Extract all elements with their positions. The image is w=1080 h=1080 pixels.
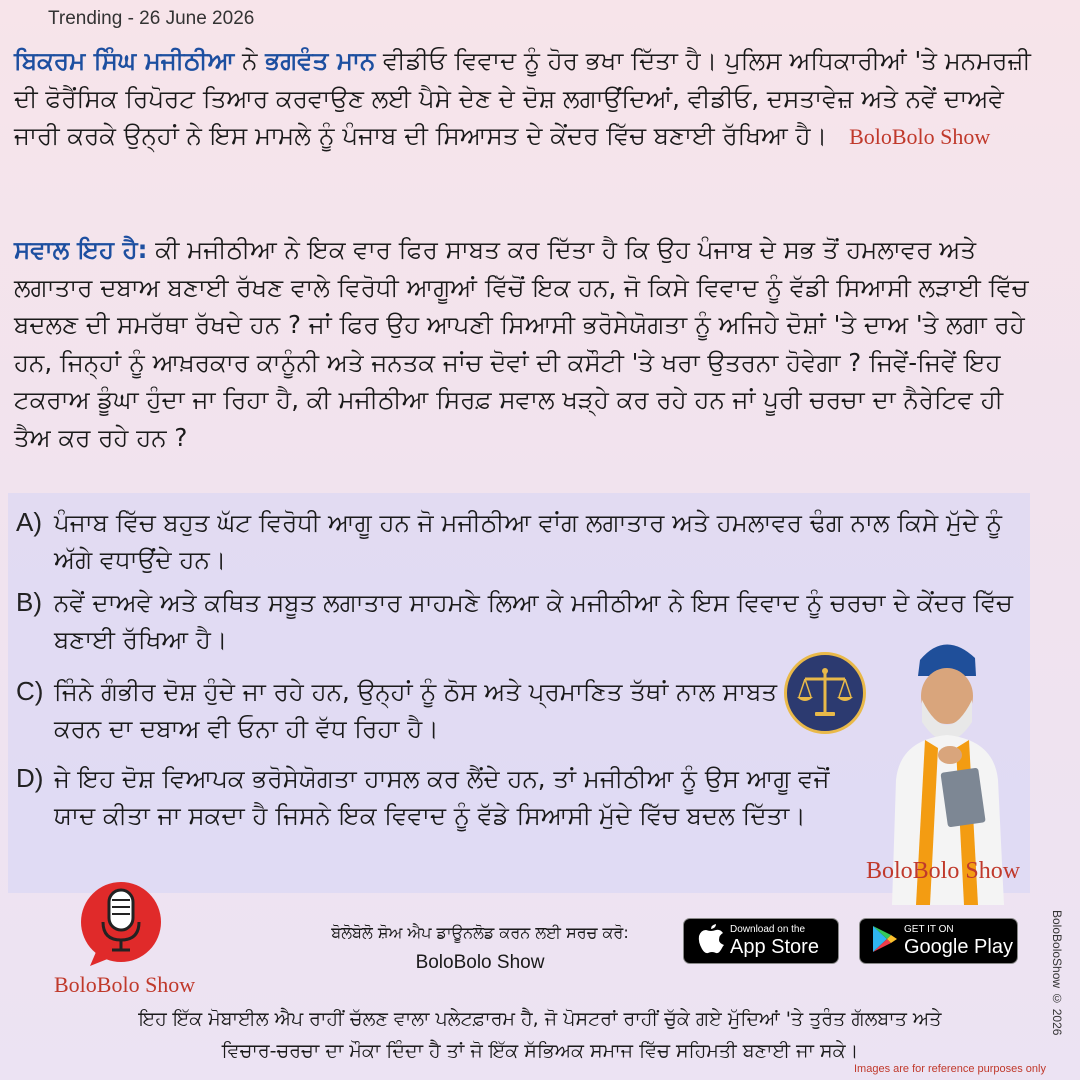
trending-date: Trending - 26 June 2026 xyxy=(48,8,255,29)
logo-text: BoloBolo Show xyxy=(54,972,196,997)
option-text: ਜਿੰਨੇ ਗੰਭੀਰ ਦੋਸ਼ ਹੁੰਦੇ ਜਾ ਰਹੇ ਹਨ, ਉਨ੍ਹਾਂ ਨੂੰ ਠੋਸ ਅਤੇ ਪ੍ਰਮਾਣਿਤ ਤੱਥਾਂ ਨਾਲ ਸਾਬਤ ਕਰਨ ਦਾ ਦਬਾਅ ਵੀ ਓਨਾ ਹੀ ਵੱਧ ਰਿਹਾ ਹੈ। xyxy=(54,677,778,743)
option-text: ਨਵੇਂ ਦਾਅਵੇ ਅਤੇ ਕਥਿਤ ਸਬੂਤ ਲਗਾਤਾਰ ਸਾਹਮਣੇ ਲਿਆ ਕੇ ਮਜੀਠੀਆ ਨੇ ਇਸ ਵਿਵਾਦ ਨੂੰ ਚਰਚਾ ਦੇ ਕੇਂਦਰ ਵਿੱਚ ਬਣਾਈ ਰੱਖਿਆ ਹੈ। xyxy=(54,588,1013,654)
app-store-small-text: Download on the xyxy=(730,924,806,935)
download-cta xyxy=(290,920,670,976)
question-body: ਕੀ ਮਜੀਠੀਆ ਨੇ ਇਕ ਵਾਰ ਫਿਰ ਸਾਬਤ ਕਰ ਦਿੱਤਾ ਹੈ ਕਿ ਉਹ ਪੰਜਾਬ ਦੇ ਸਭ ਤੋਂ ਹਮਲਾਵਰ ਅਤੇ ਲਗਾਤਾਰ ਦਬਾਅ ਬਣਾਈ ਰੱਖਣ ਵਾਲੇ ਵਿਰੋਧੀ ਆਗੂਆਂ ਵਿੱਚੋਂ ਇਕ ਹਨ, ਜੋ ਕਿਸੇ ਵਿਵਾਦ ਨੂੰ ਵੱਡੀ ਸਿਆਸੀ ਲੜਾਈ ਵਿੱਚ ਬਦਲਣ ਦੀ ਸਮਰੱਥਾ ਰੱਖਦੇ ਹਨ ? ਜਾਂ ਫਿਰ ਉਹ ਆਪਣੀ ਸਿਆਸੀ ਭਰੋਸੇਯੋਗਤਾ ਨੂੰ ਅਜਿਹੇ ਦੋਸ਼ਾਂ 'ਤੇ ਦਾਅ 'ਤੇ ਲਗਾ ਰਹੇ ਹਨ, ਜਿਨ੍ਹਾਂ ਨੂੰ ਆਖ਼ਰਕਾਰ ਕਾਨੂੰਨੀ ਅਤੇ ਜਨਤਕ ਜਾਂਚ ਦੋਵਾਂ ਦੀ ਕਸੌਟੀ 'ਤੇ ਖਰਾ ਉਤਰਨਾ ਹੋਵੇਗਾ ? ਜਿਵੇਂ-ਜਿਵੇਂ ਇਹ ਟਕਰਾਅ ਡੂੰਘਾ ਹੁੰਦਾ ਜਾ ਰਿਹਾ ਹੈ, ਕੀ ਮਜੀਠੀਆ ਸਿਰਫ਼ ਸਵਾਲ ਖੜ੍ਹੇ ਕਰ ਰਹੇ ਹਨ ਜਾਂ ਪੂਰੀ ਚਰਚਾ ਦਾ ਨੈਰੇਟਿਵ ਹੀ ਤੈਅ ਕਰ ਰਹੇ ਹਨ ? xyxy=(14,235,1029,452)
question-paragraph xyxy=(14,231,1044,456)
justice-scale-icon xyxy=(784,652,866,734)
name-majithia: ਬਿਕਰਮ ਸਿੰਘ ਮਜੀਠੀਆ xyxy=(14,46,235,75)
intro-paragraph xyxy=(14,42,1044,156)
footer-description xyxy=(40,1003,1040,1067)
cta-brand: BoloBolo Show xyxy=(415,952,545,973)
option-b[interactable] xyxy=(16,584,1026,658)
intro-text-1: ਨੇ xyxy=(234,46,266,75)
footer-line-2: ਵਿਚਾਰ-ਚਰਚਾ ਦਾ ਮੌਕਾ ਦਿੰਦਾ ਹੈ ਤਾਂ ਜੋ ਇੱਕ ਸੱਭਿਅਕ ਸਮਾਜ ਵਿੱਚ ਸਹਿਮਤੀ ਬਣਾਈ ਜਾ ਸਕੇ। xyxy=(221,1040,859,1062)
app-store-button[interactable] xyxy=(683,918,839,964)
option-c[interactable] xyxy=(16,673,786,747)
intro-text-2: ਵੀਡੀਓ ਵਿਵਾਦ ਨੂੰ ਹੋਰ ਭਖਾ ਦਿੱਤਾ ਹੈ। ਪੁਲਿਸ ਅਧਿਕਾਰੀਆਂ 'ਤੇ ਮਨਮਰਜ਼ੀ ਦੀ ਫੋਰੈਂਸਿਕ ਰਿਪੋਰਟ ਤਿਆਰ ਕਰਵਾਉਣ ਲਈ ਪੈਸੇ ਦੇਣ ਦੇ ਦੋਸ਼ ਲਗਾਉਂਦਿਆਂ, ਵੀਡੀਓ, ਦਸਤਾਵੇਜ਼ ਅਤੇ ਨਵੇਂ ਦਾਅਵੇ ਜਾਰੀ ਕਰਕੇ ਉਨ੍ਹਾਂ ਨੇ ਇਸ ਮਾਮਲੇ ਨੂੰ ਪੰਜਾਬ ਦੀ ਸਿਆਸਤ ਦੇ ਕੇਂਦਰ ਵਿੱਚ ਬਣਾਈ ਰੱਖਿਆ ਹੈ। xyxy=(14,46,1031,150)
option-letter: A) xyxy=(16,507,42,537)
photo-watermark: BoloBolo Show xyxy=(866,858,1021,884)
google-play-icon xyxy=(872,925,898,958)
copyright-notice: BoloBoloShow © 2026 xyxy=(1050,910,1064,1036)
option-letter: C) xyxy=(16,676,44,706)
apple-icon xyxy=(698,924,724,959)
text-watermark: BoloBolo Show xyxy=(849,124,991,149)
bolobolo-logo-icon xyxy=(76,878,166,968)
option-text: ਪੰਜਾਬ ਵਿੱਚ ਬਹੁਤ ਘੱਟ ਵਿਰੋਧੀ ਆਗੂ ਹਨ ਜੋ ਮਜੀਠੀਆ ਵਾਂਗ ਲਗਾਤਾਰ ਅਤੇ ਹਮਲਾਵਰ ਢੰਗ ਨਾਲ ਕਿਸੇ ਮੁੱਦੇ ਨੂੰ ਅੱਗੇ ਵਧਾਉਂਦੇ ਹਨ। xyxy=(54,508,1003,574)
cta-text: ਬੋਲੋਬੋਲੋ ਸ਼ੋਅ ਐਪ ਡਾਊਨਲੋਡ ਕਰਨ ਲਈ ਸਰਚ ਕਰੋ: xyxy=(331,923,629,942)
option-d[interactable] xyxy=(16,760,836,834)
app-store-big-text: App Store xyxy=(730,936,819,958)
footer-line-1: ਇਹ ਇੱਕ ਮੋਬਾਈਲ ਐਪ ਰਾਹੀਂ ਚੱਲਣ ਵਾਲਾ ਪਲੇਟਫ਼ਾਰਮ ਹੈ, ਜੋ ਪੋਸਟਰਾਂ ਰਾਹੀਂ ਚੁੱਕੇ ਗਏ ਮੁੱਦਿਆਂ 'ਤੇ ਤੁਰੰਤ ਗੱਲਬਾਤ ਅਤੇ xyxy=(138,1008,942,1030)
name-bhagwant-mann: ਭਗਵੰਤ ਮਾਨ xyxy=(265,46,376,75)
option-letter: D) xyxy=(16,763,44,793)
google-play-big-text: Google Play xyxy=(904,936,1013,958)
option-letter: B) xyxy=(16,587,42,617)
google-play-small-text: GET IT ON xyxy=(904,924,954,935)
question-lead: ਸਵਾਲ ਇਹ ਹੈ: xyxy=(14,235,148,264)
option-text: ਜੇ ਇਹ ਦੋਸ਼ ਵਿਆਪਕ ਭਰੋਸੇਯੋਗਤਾ ਹਾਸਲ ਕਰ ਲੈਂਦੇ ਹਨ, ਤਾਂ ਮਜੀਠੀਆ ਨੂੰ ਉਸ ਆਗੂ ਵਜੋਂ ਯਾਦ ਕੀਤਾ ਜਾ ਸਕਦਾ ਹੈ ਜਿਸਨੇ ਇਕ ਵਿਵਾਦ ਨੂੰ ਵੱਡੇ ਸਿਆਸੀ ਮੁੱਦੇ ਵਿੱਚ ਬਦਲ ਦਿੱਤਾ। xyxy=(54,764,830,830)
reference-note: Images are for reference purposes only xyxy=(854,1063,1046,1075)
option-a[interactable] xyxy=(16,504,1026,578)
google-play-button[interactable] xyxy=(859,918,1018,964)
